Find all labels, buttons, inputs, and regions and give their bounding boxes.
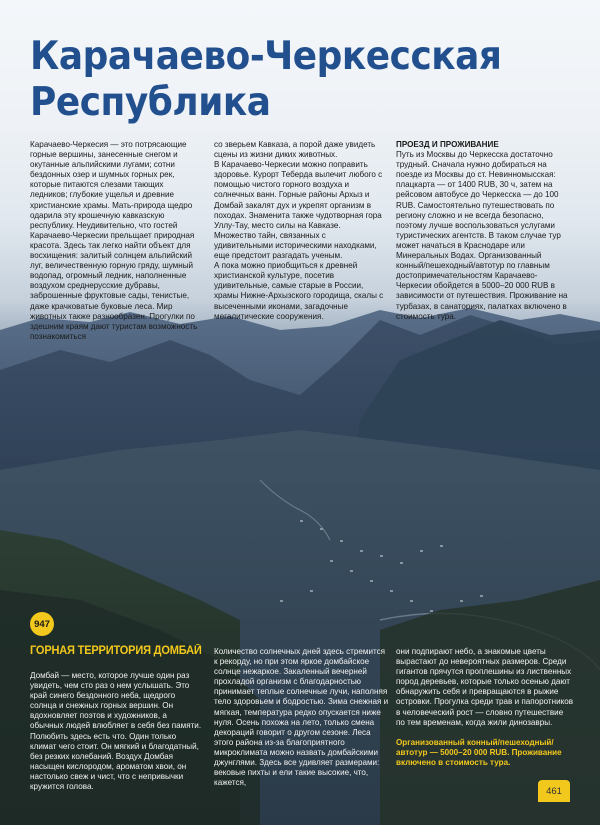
intro-paragraph: Множество тайн, связанных с удивительными историческими находками, еще предстоит разгадать ученым. xyxy=(214,230,377,261)
page-number-tab: 461 xyxy=(538,780,570,802)
travel-info-text: Путь из Москвы до Черкесска достаточно трудный. Сначала нужно добираться на поезде из Москвы до ст. Невинномысская: плацкарта — от 1400 RUB, 30 ч, затем на рейсовом автобусе до Черкесска — до 100 RUB. Самостоятельно путешествовать по региону сложно и не всегда безопасно, поэтому лучше воспользоваться услугами туристических агентств. В таком случае тур может начаться в Краснодаре или Минеральных Водах. Организованный конный/пешеходный/автотур по главным достопримечательностям Карачаево-Черкесии обойдется в 5000–20 000 RUB в зависимости от путешествия. Проживание на турбазах, в санаториях, палатках включено в стоимость тура. xyxy=(396,150,568,321)
section-column-3 xyxy=(396,647,574,768)
intro-paragraph: В Карачаево-Черкесии можно поправить здоровье. Курорт Теберда вылечит любого с помощью чистого горного воздуха и солнечных ванн. Горные районы Архыз и Домбай закалят дух и укрепят организм в походах. Знаменита также чудотворная гора Уллу-Тау, место силы на Кавказе. xyxy=(214,160,383,230)
section-number-badge: 947 xyxy=(30,612,54,636)
intro-column-1 xyxy=(30,140,202,342)
section-paragraph: Домбай — место, которое лучше один раз увидеть, чем сто раз о нем услышать. Это край синего бездонного неба, щедрого солнца и снежных горных вершин. Он вдохновляет поэтов и художников, а обычных людей влюбляет в себя без памяти. Полюбить здесь есть что. Один только климат чего стоит. Он мягкий и благодатный, без резких колебаний. Воздух Домбая насыщен кислородом, ароматом хвои, он настолько свеж и чист, что с непривычки кружится голова. xyxy=(30,671,202,792)
section-column-1 xyxy=(30,671,202,792)
page-title xyxy=(30,34,527,126)
intro-paragraph: А пока можно приобщиться к древней христианской культуре, посетив удивительные, самые старые в России, храмы Нижне-Архызского городища, скалы с высеченными иконами, загадочные мегалитические сооружения. xyxy=(214,261,384,321)
intro-paragraph: со зверьем Кавказа, а порой даже увидеть сцены из жизни диких животных. xyxy=(214,140,376,160)
section-paragraph: Количество солнечных дней здесь стремится к рекорду, но при этом яркое домбайское солнце нежаркое. Закаленный вечерней прохладой организм с благодарностью принимает теплые солнечные лучи, наполняя тело здоровьем и бодростью. Зима снежная и мягкая, температура редко опускается ниже нуля. Осень похожа на лето, только смена декораций говорит о другом сезоне. Леса этого района из-за благоприятного микроклимата можно назвать домбайскими джунглями. Здесь все удивляет размерами: вековые пихты и ели такие высокие, что, кажется, xyxy=(214,647,389,788)
title-line-2: Республика xyxy=(30,80,271,125)
travel-info-column xyxy=(396,140,572,322)
travel-info-heading: ПРОЕЗД И ПРОЖИВАНИЕ xyxy=(396,140,499,149)
section-title: ГОРНАЯ ТЕРРИТОРИЯ ДОМБАЙ xyxy=(30,645,202,657)
tour-price-note: Организованный конный/пешеходный/автотур — 5000–20 000 RUB. Проживание включено в стоимость тура. xyxy=(396,737,562,767)
section-paragraph: они подпирают небо, а знакомые цветы вырастают до невероятных размеров. Среди гигантов прячутся проплешины из лиственных пород деревьев, которые только осенью дают обнаружить себя и превращаются в рыжие островки. Прогулка среди трав и папоротников в человеческий рост — словно путешествие по тем временам, когда жили динозавры. xyxy=(396,647,574,727)
intro-column-2 xyxy=(214,140,386,322)
section-column-2 xyxy=(214,647,390,788)
title-line-1: Карачаево-Черкесская xyxy=(30,34,502,79)
intro-paragraph: Карачаево-Черкесия — это потрясающие горные вершины, занесенные снегом и окутанные альпийскими лугами; сотни бездонных озер и шумных горных рек, которые питаются слезами тающих ледников; глубокие ущелья и древние христианские храмы. Мать-природа щедро одарила эту крошечную кавказскую республику. Неудивительно, что гостей Карачаево-Черкесии прельщает природная красота. Здесь так легко найти объект для восхищения: залитый солнцем альпийский луг, величественную горную гряду, шумный водопад, огромный ледник, наполненные воздухом среднерусские дубравы, заброшенные фруктовые сады, тенистые, даже крачковатые буковые леса. Мир животных также разнообразен. Прогулки по здешним краям дают туристам возможность познакомиться xyxy=(30,140,198,341)
